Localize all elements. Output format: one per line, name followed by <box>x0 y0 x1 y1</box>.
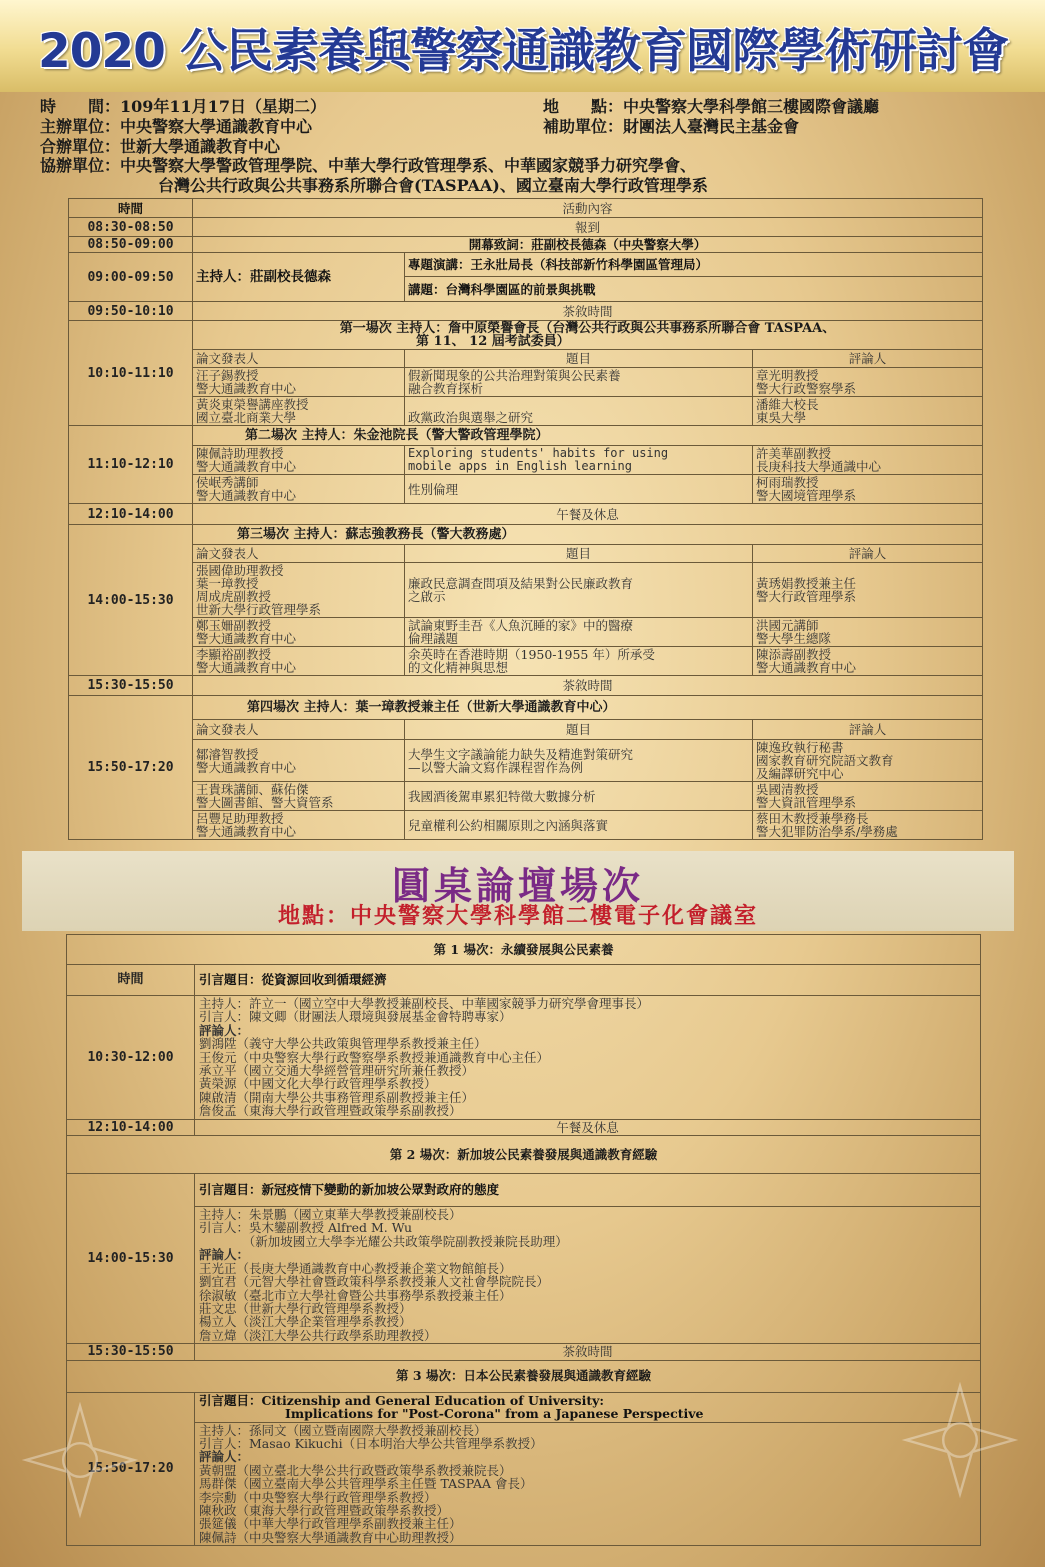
rt1-people <box>195 996 981 1120</box>
table-row <box>67 1422 981 1546</box>
schedule-table <box>68 198 983 840</box>
person-line: 詹俊孟（東海大學行政管理暨政策學系副教授） <box>199 1103 462 1119</box>
table-row: 12:10-14:00 午餐及休息 <box>69 504 983 525</box>
table-row: 15:30-15:50 茶敘時間 <box>69 676 983 696</box>
info-assist: 協辦單位：中央警察大學警政管理學院、中華大學行政管理學系、中華國家競爭力研究學會、 <box>40 156 697 175</box>
person-line: 主持人：孫同文（國立暨南國際大學教授兼副校長） <box>199 1422 487 1438</box>
person-line: 引言人：吳木鑾副教授 Alfred M. Wu <box>199 1220 413 1236</box>
person-line: 李宗勳（中央警察大學行政管理學系教授） <box>199 1489 437 1505</box>
roundtable-banner <box>22 851 1014 931</box>
table-row: 論文發表人 題目 評論人 <box>69 350 983 368</box>
table-row: 09:00-09:50 主持人：莊副校長德森 專題演講：王永壯局長（科技部新竹科學園區管理局） <box>69 253 983 277</box>
head-time: 時間 <box>69 199 193 218</box>
person-line: 莊文忠（世新大學行政管理學系教授） <box>199 1300 412 1316</box>
table-row: 鄒濬智教授 警大通識教育中心 大學生文字議論能力缺失及精進對策研究 —以警大論文寫作課程習作為例 陳逸玫執行秘書 國家教育研究院語文教育 及編譯研究中心 <box>69 740 983 782</box>
ornament-right-icon <box>900 1380 1020 1500</box>
info-host: 主辦單位：中央警察大學通識教育中心 <box>40 117 313 136</box>
person-line: 徐淑敏（臺北市立大學社會暨公共事務學系教授兼主任） <box>199 1287 512 1303</box>
table-row: 論文發表人 題目 評論人 <box>69 720 983 740</box>
person-line: 王俊元（中央警察大學行政警察學系教授兼通識教育中心主任） <box>199 1049 550 1065</box>
person-line: 引言人：陳文卿（財團法人環境與發展基金會特聘專家） <box>199 1009 512 1025</box>
person-line: 陳秋政（東海大學行政管理暨政策學系教授） <box>199 1502 450 1518</box>
person-line: 評論人： <box>199 1449 250 1465</box>
table-row: 李顯裕副教授 警大通識教育中心 余英時在香港時期（1950-1955 年）所承受 的文化精神與思想 陳添壽副教授 警大通識教育中心 <box>69 647 983 676</box>
page-title: 2020 公民素養與警察通識教育國際學術研討會 <box>38 24 1009 79</box>
table-row: 08:30-08:50 報到 <box>69 218 983 237</box>
person-line: 陳佩詩（中央警察大學通識教育中心助理教授） <box>199 1529 462 1545</box>
table-row: 張國偉助理教授 葉一璋教授 周成虎副教授 世新大學行政管理學系 廉政民意調查問項及結果對公民廉政教育 之啟示 黃琇娟教授兼主任 警大行政管理學系 <box>69 563 983 618</box>
table-row: 黃炎東榮譽講座教授 國立臺北商業大學 政黨政治與選舉之研究 潘維大校長 東吳大學 <box>69 397 983 426</box>
info-place: 地 點：中央警察大學科學館三樓國際會議廳 <box>543 97 880 116</box>
table-row: 鄭玉姍副教授 警大通識教育中心 試論東野圭吾《人魚沉睡的家》中的醫療 倫理議題 洪國元講師 警大學生總隊 <box>69 618 983 647</box>
table-row: 09:50-10:10 茶敘時間 <box>69 302 983 321</box>
rt2-people <box>195 1207 981 1344</box>
table-row: 10:30-12:00 主持人：許立一（國立空中大學教授兼副校長、中華國家競爭力研究學會理事長） 引言人：陳文卿（財團法人環境與發展基金會特聘專家） 評論人： 劉鴻陞（義守大學公共政策與管理學系教授兼主任） 王俊元（中央警察大學行政警察學系教授兼通識教育中心主任） 承立平（國立交通大學經營管理研究所兼任教授） 黃榮源（中國文化大學行政管理學系教授） 陳啟清（開南大學公共事務管理系副教授兼主任） 詹俊孟（東海大學行政管理暨政策學系副教授） <box>67 996 981 1120</box>
head-content: 活動內容 <box>193 199 983 218</box>
person-line: 黃榮源（中國文化大學行政管理學系教授） <box>199 1076 437 1092</box>
table-row: 12:10-14:00 午餐及休息 <box>67 1119 981 1135</box>
session-3-header: 14:00-15:30 第三場次 主持人：蘇志強教務長（警大教務處） <box>69 525 983 545</box>
info-time: 時 間：109年11月17日（星期二） <box>40 97 326 116</box>
table-row <box>67 1207 981 1344</box>
table-row: 汪子錫教授 警大通識教育中心 假新聞現象的公共治理對策與公民素養 融合教育探析 章光明教授 警大行政警察學系 <box>69 368 983 397</box>
info-assist-line2: 台灣公共行政與公共事務系所聯合會(TASPAA)、國立臺南大學行政管理學系 <box>158 176 708 195</box>
person-line: 主持人：朱景鵬（國立東華大學教授兼副校長） <box>199 1207 462 1223</box>
info-co-organizer: 合辦單位：世新大學通識教育中心 <box>40 137 281 156</box>
person-line: 主持人：許立一（國立空中大學教授兼副校長、中華國家競爭力研究學會理事長） <box>199 996 650 1011</box>
person-line: 劉宜君（元智大學社會暨政策科學系教授兼人文社會學院院長） <box>199 1274 550 1290</box>
rt3-title-row: 第 3 場次：日本公民素養發展與通識教育經驗 <box>67 1360 981 1392</box>
person-line: 評論人： <box>199 1022 250 1038</box>
table-row: 08:50-09:00 開幕致詞：莊副校長德森（中央警察大學） <box>69 237 983 253</box>
roundtable-location: 地點：中央警察大學科學館二樓電子化會議室 <box>277 903 758 929</box>
rt1-title-row: 第 1 場次：永續發展與公民素養 <box>67 935 981 965</box>
session-4-header: 15:50-17:20 第四場次 主持人：葉一璋教授兼主任（世新大學通識教育中心） <box>69 696 983 720</box>
session-2-header: 11:10-12:10 第二場次 主持人：朱金池院長（警大警政管理學院） <box>69 426 983 446</box>
person-line: 承立平（國立交通大學經營管理研究所兼任教授） <box>199 1063 475 1079</box>
ornament-left-icon <box>20 1400 140 1520</box>
person-line: 劉鴻陞（義守大學公共政策與管理學系教授兼主任） <box>199 1036 487 1052</box>
person-line: 詹立煒（淡江大學公共行政學系助理教授） <box>199 1327 437 1343</box>
person-line: （新加坡國立大學李光耀公共政策學院副教授兼院長助理） <box>199 1233 568 1249</box>
person-line: 黃朝盟（國立臺北大學公共行政暨政策學系教授兼院長） <box>199 1462 512 1478</box>
table-row: 陳佩詩助理教授 警大通識教育中心 Exploring students' habits for using mobile apps in English learning 許美華副教授 長庚科技大學通識中心 <box>69 446 983 475</box>
rt2-title-row: 第 2 場次：新加坡公民素養發展與通識教育經驗 <box>67 1136 981 1174</box>
table-row: 呂豐足助理教授 警大通識教育中心 兒童權利公約相關原則之內涵與落實 蔡田木教授兼學務長 警大犯罪防治學系/學務處 <box>69 811 983 840</box>
person-line: 陳啟清（開南大學公共事務管理系副教授兼主任） <box>199 1089 475 1105</box>
person-line: 評論人： <box>199 1247 250 1263</box>
person-line: 馬群傑（國立臺南大學公共管理學系主任暨 TASPAA 會長） <box>199 1476 533 1492</box>
person-line: 楊立人（淡江大學企業管理學系教授） <box>199 1314 412 1330</box>
session-1-header: 10:10-11:10 第一場次 主持人：詹中原榮譽會長（台灣公共行政與公共事務系所聯合會 TASPAA、 第 11、 12 屆考試委員） <box>69 321 983 350</box>
table-row: 時間 引言題目：從資源回收到循環經濟 <box>67 965 981 996</box>
schedule-header-row <box>69 199 983 218</box>
person-line: 引言人：Masao Kikuchi（日本明治大學公共管理學系教授） <box>199 1435 543 1451</box>
table-row: 講題：台灣科學園區的前景與挑戰 <box>69 277 983 302</box>
info-subsidy: 補助單位：財團法人臺灣民主基金會 <box>543 117 800 136</box>
person-line: 張筵儀（中華大學行政管理學系副教授兼主任） <box>199 1516 462 1532</box>
table-row: 14:00-15:30 引言題目：新冠疫情下變動的新加坡公眾對政府的態度 <box>67 1174 981 1207</box>
table-row: 15:50-17:20 引言題目：Citizenship and General Education of University: Implications for "Post-Corona" from a Japanese Perspective <box>67 1392 981 1422</box>
person-line: 王光正（長庚大學通識教育中心教授兼企業文物館館長） <box>199 1260 512 1276</box>
rt3-people <box>195 1422 981 1546</box>
table-row: 王貴珠講師、蘇佑傑 警大圖書館、警大資管系 我國酒後駕車累犯特徵大數據分析 吳國清教授 警大資訊管理學系 <box>69 782 983 811</box>
table-row: 15:30-15:50 茶敘時間 <box>67 1344 981 1360</box>
table-row: 侯岷秀講師 警大通識教育中心 性別倫理 柯雨瑞教授 警大國境管理學系 <box>69 475 983 504</box>
roundtable-table <box>66 934 981 1546</box>
roundtable-title: 圓桌論壇場次 <box>391 863 644 908</box>
table-row: 論文發表人 題目 評論人 <box>69 545 983 563</box>
